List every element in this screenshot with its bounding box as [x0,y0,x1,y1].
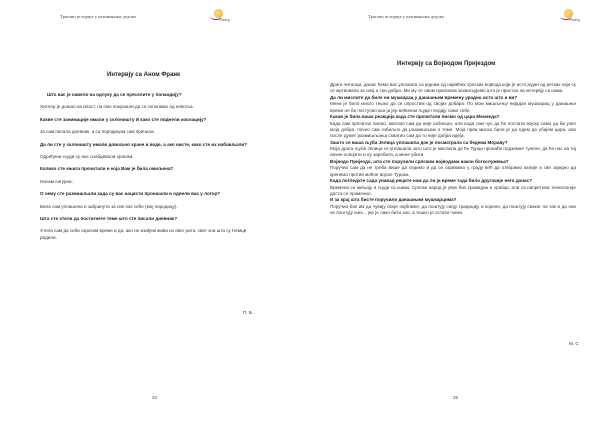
question: Какав је била ваша реакција када сте прочитали писмо од цара Мехмеда? [330,114,500,120]
question: Колико сте књига прочитали и која Вам је била омиљена? [40,166,174,172]
question: Да ли сте у склоништу имали довољно хране и воде, а ако нисте, како сте их набављали? [40,141,248,147]
answer: Хитлер је дошао на власт, па смо покушали да се склонимо од невоља. [40,104,194,110]
answer: Времена се мењају и људи са њима. Српски народ је увек био праведан и храбар, али са напретком технологије доста се променио. [330,184,576,196]
answer: Ја сам писала дневник, а са породицом сам причала. [40,129,155,135]
question: Шта вас је навело на одлуку да се преселите у Холандију? [47,92,182,97]
question: И за крај шта бисте поручили данашњим мушкарцима? [330,197,457,203]
running-header: Трагови историје у казивањима дедова [368,14,444,19]
answer: Када сам прочитао писмо, мислио сам да није озбиљан, али када сам чуо да ће послати војску само да би узео моја добра, почео сам озбиљно да размишљам о томе. Моја прва мисао била је да одем да убијем цара, али после дужег размишљања схватио сам да то није добра идеја. [330,120,576,139]
logo-text: Pinning [219,18,230,22]
question: Шта сте хтели да постигнете теме што сте писали дневник? [40,215,178,221]
logo-text: Pinning [569,18,580,22]
interview-body [330,82,576,217]
article-title: Интервју са Аном Франк [107,72,181,78]
question: Да ли мислите да биле ни мушкарац у данашњем времену урадио исто што и ви? [330,94,518,100]
question: Зашто се ваша љуба Јелица уплашила док је посматрала са бедема Мораву? [330,139,508,145]
answer: Нисам сигурна. [40,178,73,184]
logo-icon [560,9,582,23]
question: Када погледате сада унавад реците нам да ли је време тада било другачије него данас? [330,178,532,184]
question: Какве сте занимације имали у склоништу И како сте поднели изолацију? [40,116,207,122]
page-number: 25 [453,395,459,400]
author-signature: П. Б. [243,310,254,315]
author-signature: М. С [569,341,579,346]
page-number: 24 [152,395,158,400]
intro-paragraph: Драги читаоци, данас ћемо вас упознати са једним од највећих српских војвода који је исто један од ретких који су се жртвовали за свој а три добра. Ми му се овом приликом захваљујемо што је пристао на интервју са нама. [330,82,576,94]
article-title: Интервју са Војводом Пријездом [397,61,496,67]
answer: Одређени људи су нас снабдевали храном. [40,153,134,159]
answer: Мени је било много тешко да се опростим од својих добара. По мом мишљењу нијадан мушкарац у данашње време не би поступио као ја јер већином људи гледају само себе. [330,101,576,113]
interview-body [40,92,262,247]
answer: Хтела сам да себи скратим време и да, ако не изађем жива из овог рата, свет зна шта су Немци радили. [40,228,247,240]
running-header: Трагови историје у казивањима дедова [60,14,136,19]
answer: Поручио бих им да чувају своје најближе, да поштују своју традицију и корене, да поштују сваког па чак и да они не поштују њих... јер је лако бити зао, а тешко је остати човек. [330,203,576,216]
answer: Поручио сам да не треба више да седимо и да се скривамо у граду већ да отворимо капије и све заједно да кренемо против моћне војске Турака. [330,165,576,177]
question: Војводо Пријездо, шта сте поручили српским војводама након богослужења? [330,158,509,164]
question: О чему сте размишљали када су вас нацисти пронашли и одвели вас у логор? [40,191,221,197]
answer: Моја драга љуба Јелица се уплашила зато што је мислила да ће Турци пронаћи подземне тунеле, да ће нас на тај начин освојити и ну заробити, а мене убити. [330,146,576,158]
logo-icon [210,9,232,23]
answer: Била сам уплашена и забринута за све око себе (мој породицу). [40,203,178,209]
right-page [300,0,600,424]
